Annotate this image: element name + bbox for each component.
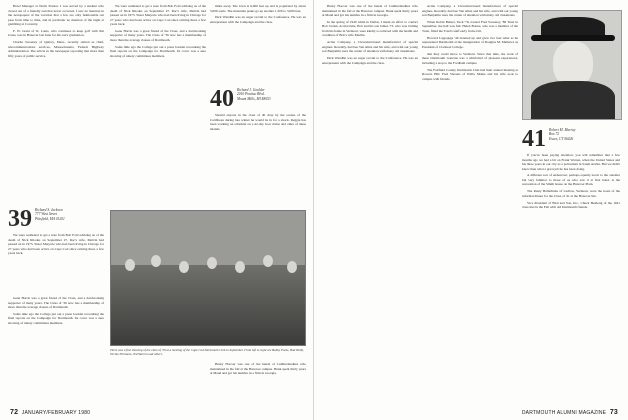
secretary-name: Richard S. Jackson — [35, 208, 63, 212]
group-photo — [110, 210, 306, 346]
paragraph: Acme Company, a Cleveland-based manufacturer of special engines. Recently, had bee Van Allen and his wife, and with our young son Benjamin were the center of attention with many old classmates. — [422, 4, 518, 17]
address-line-2: Essex, CT 06426 — [549, 136, 574, 141]
paragraph: When Robin Barker, Tuck '76, treated Fred Sweeney, '89 Trust in September, the hall was full. Helen Bonne, who was a member of the Trust, filled the Trust's staff early in the fall. — [422, 19, 518, 33]
page-number: 73 — [609, 409, 618, 416]
entry-header — [8, 208, 104, 230]
secretary-name: Richard J. Goulder — [237, 88, 265, 92]
address-line-1: 777 West Street — [35, 212, 58, 217]
paragraph: F. W. Grant of St. Louis, who continues to keep golf with Jim Jones, was in Hanover last June for his son's graduation. — [8, 28, 104, 38]
class-number: 40 — [210, 88, 234, 110]
entry-39 — [8, 204, 104, 294]
paragraph: A different sort of endeavour, perhaps equally novel to the outsider but very familiar to those of us who saw it at first hand, is the restoration of the Smith house on the Hanover Plain. — [522, 173, 620, 187]
paragraph: Dick Wandlin was an eager recruit to the Conference. He was an entrepreneur with the Campaign and the class. — [210, 15, 306, 24]
paragraph: miles away. The town is 6,000 feet up and is populated by about 5,000 souls. The mountain peaks go up another 1,500 to 3,000 feet. — [210, 4, 306, 13]
paragraph: Henry Hoover was one of the hands of Cumberlandites who maintained in the fall at the Hanover campus. Hank spent thirty years at Maud and got his number in a firm in Georgia. — [210, 362, 306, 375]
entry-41 — [522, 124, 620, 396]
page-folio-left — [8, 409, 90, 416]
paragraph: Henry Hoover was one of the hands of Cumberlandites who maintained in the fall at the Hanover campus. Hank spent thirty years at Maud and got his number in a firm in Georgia. — [322, 4, 418, 17]
paragraph: Howard Lappajage '40 donated up and grew two feet taller as he represented Dartmouth at the inauguration of Douglas M. Mathews as President of Clarkson College. — [422, 35, 518, 49]
paragraph: We were saddened to get a note from Bob Fold advising us of the death of Nick Rhodes on September 27. Rac's wife, Melvin had passed on in 1975. Sister Marjorie who had been living in Chicago for 27 years who had been active on Cape Cod since retiring there a few years back. — [110, 4, 206, 26]
column-4 — [322, 4, 418, 396]
column-1-lower — [8, 296, 104, 396]
photo-caption: There was a fine showing of the class of '39 at a meeting of the Cape Cod Dartmouth Club in September. From left to right are Bobby Poole, Bud Wolfe, Orchie Ehrmann, Ted Warren and others. — [110, 348, 304, 356]
address-line-2: Mount Mills, MI 48053 — [237, 96, 271, 101]
column-3 — [210, 4, 306, 84]
photo-figure — [263, 255, 273, 267]
entry-40 — [210, 84, 306, 204]
photo-figure — [235, 261, 245, 273]
photo-coat — [531, 81, 615, 120]
paragraph: In the spring of 1940 while in Dallas, I made an effort to contact Bob Jordan. At that time, Bob and his son James '73, who was visiting from his home in Vermont, were kindly so relieved with the health and condition of Bob's wife Martha. — [322, 19, 418, 38]
paragraph: Should anyone in the class of 40 drop by the scenes of the Caribbean during late winter he would be in for a shock. Reggie has been working on schedule on a 42-day boat cruise and other of these islands. — [210, 113, 306, 131]
magazine-name: DARTMOUTH ALUMNI MAGAZINE — [521, 410, 607, 416]
paragraph: Some time ago the College put out a press booklet recounting the final reports on the Campaign for Dartmouth. Its cover was a sure showing of ninety committees members. — [110, 44, 206, 58]
class-number: 41 — [522, 128, 546, 150]
paragraph: Charlie Sweeney of Quincy, Mass., recently retired as chief, telecommunications services, Massachusetts, Federal Highway Administration. The article in the newspaper reporting that more than fifty years of public service. — [8, 40, 104, 58]
paragraph: Gene Harris was a great friend of the Class, and a hardworking supporter of many years. The Class of '39 now has a membership of more than the average classes of Dartmouth. — [110, 28, 206, 42]
photo-figure — [125, 259, 135, 271]
secretary-name: Robert M. Murray — [549, 128, 576, 132]
column-2 — [110, 4, 206, 204]
photo-people — [111, 265, 305, 345]
photo-figure — [179, 261, 189, 273]
photo-figure — [207, 257, 217, 269]
page-folio-right — [522, 409, 620, 416]
right-page — [314, 0, 628, 420]
photo-figure — [287, 261, 297, 273]
column-1 — [8, 4, 104, 204]
paragraph: that they could move to Vermont. Since that time, the work of these Dartmouth veterans was a whirlwind of pleasant experiences, including a stop to the Fordham campus. — [422, 51, 518, 65]
address-line-1: 2010 Pontiac Blvd. — [237, 92, 265, 97]
address-line-2: Pittsfield, MA 01201 — [35, 216, 65, 221]
paragraph: Dick Wandlin was an eager recruit to the Conference. He was an entrepreneur with the Campaign and the class. — [322, 56, 418, 65]
column-5 — [422, 4, 518, 396]
entry-header — [210, 88, 306, 110]
paragraph: If you've been paying attention, you will remember that a few months ago we had a bit on Frank Warren, when the United States and his three years in our city as a policeman in Saudi Arabia. But we didn't know then what a great job he has been doing. — [522, 153, 620, 171]
paragraph: Acme Company, a Cleveland-based manufacturer of special engines. Recently, had bee Van Allen and his wife, and with our young son Benjamin were the center of attention with many old classmates. — [322, 40, 418, 54]
portrait-photo — [522, 10, 622, 120]
paragraph: Gene Harris was a great friend of the Class, and a hardworking supporter of many years. The Class of '39 now has a membership of more than the average classes of Dartmouth. — [8, 296, 104, 309]
paragraph: Vice President of Bird and Son, Inc., Chuck Heiderig of the 1941 class met in the Fall with old Dartmouth friends. — [522, 200, 620, 210]
paragraph: The Rusty Hallerlinks of Ludlow, Vermont, were the hosts of the informal dinner for the Class of '41 at the Hanover Inn. — [522, 189, 620, 198]
paragraph: Some time ago the College put out a press booklet recounting the final reports on the Campaign for Dartmouth. Its cover was a sure showing of ninety committees members. — [8, 311, 104, 325]
column-3-lower — [210, 362, 306, 402]
entry-header — [522, 128, 620, 150]
paragraph: The Fairfield County Dartmouth Club had their annual meeting at Rowers Hill. Fred Stevens of Wells, Maine and his wife took to campus with friends. — [422, 67, 518, 81]
paragraph: Hotel Manager at North Station. I was served by a student who closed out of a friendly end that never occurred. I saw no mention in the newspapers of the vacation that a few are only fashionable out pass from time to time, and in particular no mention of the night at gambling at Coventry. — [8, 4, 104, 26]
paragraph: We were saddened to get a note from Bob Fold advising us of the death of Nick Rhodes on September 27. Rac's wife, Melvin had passed on in 1975. Sister Marjorie who had been living in Chicago for 27 years who had been active on Cape Cod since retiring there a few years back. — [8, 233, 104, 255]
address-line-1: Box 72 — [549, 132, 560, 137]
photo-figure — [151, 255, 161, 267]
issue-date: JANUARY/FEBRUARY 1980 — [21, 410, 91, 416]
class-number: 39 — [8, 208, 32, 230]
page-number: 72 — [10, 409, 19, 416]
